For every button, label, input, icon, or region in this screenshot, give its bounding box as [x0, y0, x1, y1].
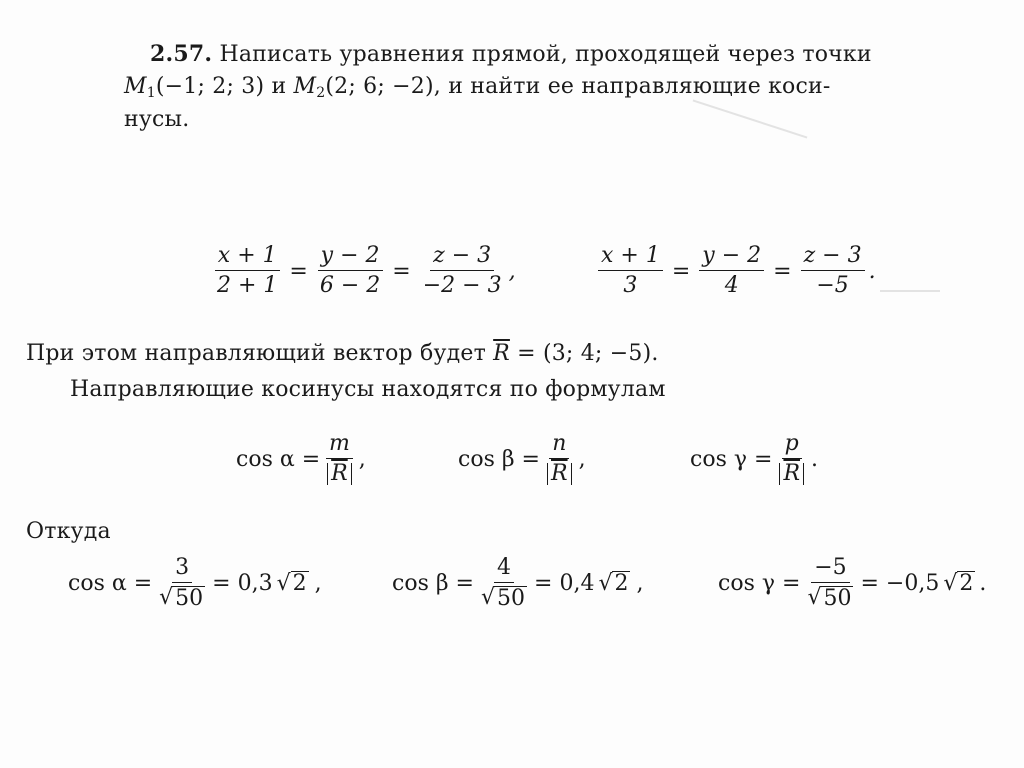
radicand: 50	[497, 586, 526, 611]
sqrt-sign: √	[276, 571, 291, 596]
result-punctuation: ,	[314, 571, 322, 596]
fraction-denominator: 2 + 1	[217, 273, 278, 298]
radicand: 50	[175, 586, 204, 611]
whence-text: Откуда	[26, 519, 111, 544]
sqrt-sign: √	[943, 571, 958, 596]
fraction-numerator: −5	[811, 556, 849, 583]
radicand: 2	[614, 571, 629, 596]
sqrt	[277, 571, 309, 596]
fraction-denominator	[156, 583, 208, 611]
fraction	[478, 556, 530, 611]
cos-alpha-formula	[236, 432, 366, 487]
result-value: = −0,5	[860, 571, 940, 596]
formula-lhs: cos γ =	[690, 447, 773, 472]
result-value: = 0,4	[534, 571, 595, 596]
point-m2-label: M	[293, 74, 317, 99]
fraction-denominator: −5	[816, 273, 849, 298]
fraction	[317, 244, 383, 299]
fraction	[156, 556, 208, 611]
vector-line	[26, 340, 1006, 368]
fraction	[598, 244, 663, 299]
cos-beta-formula	[458, 432, 586, 487]
problem-number: 2.57.	[150, 41, 213, 67]
fraction-numerator: x + 1	[215, 244, 280, 271]
result-lhs: cos γ =	[718, 571, 801, 596]
fraction-numerator: p	[782, 432, 802, 459]
equals-sign: =	[392, 259, 411, 284]
vector-symbol: $\overline{R}$	[493, 341, 510, 366]
cos-alpha-result	[68, 556, 322, 611]
point-m1-sub: 1	[146, 85, 156, 101]
sqrt-sign: √	[807, 585, 822, 610]
result-punctuation: ,	[636, 571, 644, 596]
equation-punctuation: .	[868, 259, 876, 284]
scan-artifact	[880, 290, 940, 292]
fraction-numerator: x + 1	[598, 244, 663, 271]
result-punctuation: .	[979, 571, 987, 596]
result-value: = 0,3	[212, 571, 273, 596]
fraction-numerator: z − 3	[430, 244, 494, 271]
fraction-numerator: 4	[494, 556, 514, 583]
fraction	[699, 244, 764, 299]
fraction-denominator: 3	[623, 273, 638, 298]
vector-value: = (3; 4; −5).	[517, 341, 659, 366]
equation-punctuation: ,	[508, 259, 516, 284]
point-m2-sub: 2	[316, 85, 326, 101]
line-equations-right	[594, 244, 876, 299]
cos-beta-result	[392, 556, 643, 611]
fraction	[544, 432, 575, 487]
problem-line-1	[150, 40, 980, 69]
fraction-numerator: y − 2	[699, 244, 764, 271]
fraction	[801, 244, 865, 299]
problem-line-2-rest: и найти ее направляющие коси-	[448, 74, 831, 99]
result-lhs: cos β =	[392, 571, 474, 596]
vector-symbol: R	[783, 461, 801, 486]
formula-lhs: cos β =	[458, 447, 540, 472]
radicand: 2	[292, 571, 307, 596]
fraction-numerator: m	[326, 432, 353, 459]
problem-statement	[150, 40, 980, 69]
fraction-numerator: n	[549, 432, 569, 459]
fraction-denominator: 4	[724, 273, 739, 298]
result-lhs: cos α =	[68, 571, 153, 596]
sqrt-sign: √	[159, 585, 174, 610]
fraction	[776, 432, 807, 487]
problem-line-1-text: Написать уравнения прямой, проходящей через точки	[219, 42, 872, 67]
sqrt	[943, 571, 975, 596]
equals-sign: =	[671, 259, 691, 284]
formula-punctuation: ,	[358, 447, 366, 472]
formula-lhs: cos α =	[236, 447, 321, 472]
fraction-numerator: z − 3	[801, 244, 865, 271]
line-equations-left	[210, 244, 516, 299]
cos-gamma-formula	[690, 432, 818, 487]
sqrt-sign: √	[598, 571, 613, 596]
fraction-denominator	[804, 583, 856, 611]
sqrt-sign: √	[481, 585, 496, 610]
fraction-numerator: y − 2	[318, 244, 383, 271]
fraction-denominator: −2 − 3	[422, 273, 502, 298]
cos-gamma-result	[718, 556, 986, 611]
fraction	[324, 432, 355, 487]
fraction	[420, 244, 505, 299]
fraction-denominator	[324, 459, 355, 487]
fraction-numerator: 3	[172, 556, 192, 583]
formula-intro	[70, 376, 1010, 404]
problem-line-3-text: нусы.	[124, 107, 190, 132]
point-m1-coords: (−1; 2; 3)	[155, 74, 265, 99]
formula-punctuation: ,	[578, 447, 586, 472]
fraction-denominator	[544, 459, 575, 487]
fraction-denominator: 6 − 2	[319, 273, 381, 298]
vector-symbol: R	[551, 461, 568, 486]
formula-punctuation: .	[811, 447, 819, 472]
fraction-denominator	[478, 583, 530, 611]
fraction	[804, 556, 856, 611]
vector-line-prefix: При этом направляющий вектор будет	[26, 341, 486, 366]
equals-sign: =	[289, 259, 308, 284]
radicand: 50	[823, 586, 852, 611]
problem-line-3	[124, 106, 189, 134]
and-word: и	[271, 74, 287, 99]
fraction-denominator	[776, 459, 807, 487]
point-m1-label: M	[124, 74, 147, 99]
problem-line-2	[124, 73, 994, 107]
formula-intro-text: Направляющие косинусы находятся по формулам	[70, 377, 666, 402]
point-m2-coords: (2; 6; −2),	[325, 74, 441, 99]
whence-label	[26, 518, 111, 546]
sqrt	[598, 571, 630, 596]
fraction	[214, 244, 280, 299]
radicand: 2	[959, 571, 974, 596]
vector-symbol: R	[331, 461, 348, 486]
equals-sign: =	[773, 259, 792, 284]
